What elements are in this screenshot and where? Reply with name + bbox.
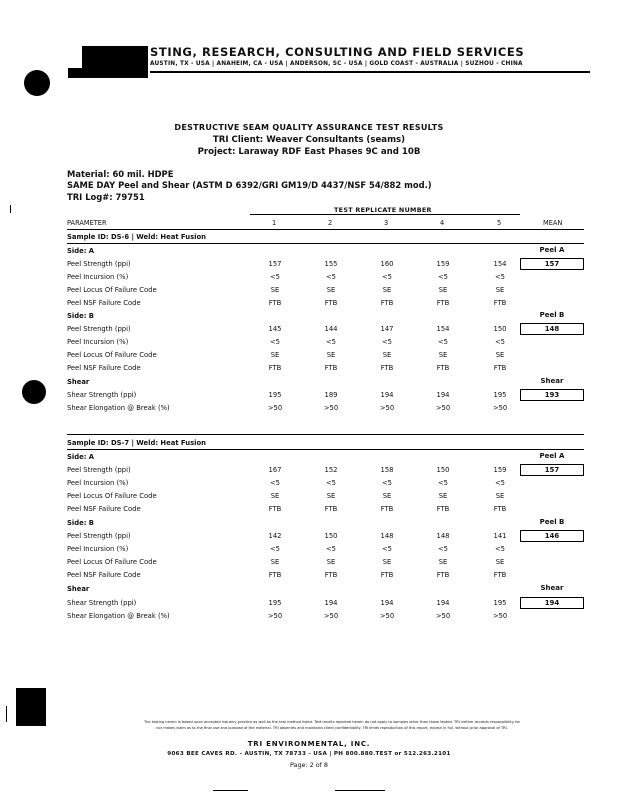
test-method: SAME DAY Peel and Shear (ASTM D 6392/GRI GM19/D 4437/NSF 54/882 mod.): [67, 180, 432, 190]
table-row: Peel NSF Failure Code FTB FTB FTB FTB FTB: [67, 571, 507, 579]
replicate-group-rule: [250, 214, 520, 215]
column-rep-3: 3: [384, 219, 389, 227]
scan-tick: [6, 706, 7, 722]
mean-label: Shear: [540, 377, 564, 385]
mean-label: Peel B: [539, 518, 565, 526]
footer-disclaimer-1: The testing herein is based upon accepted industry practice as well as the test method listed. Test results reported herein do not apply to samples other than those tested. TRI neither accepts responsibility for: [143, 720, 521, 724]
sample-id: Sample ID: DS-6 | Weld: Heat Fusion: [67, 233, 206, 241]
tri-log: TRI Log#: 79751: [67, 192, 145, 202]
side-b-heading: Side: B Peel B: [0, 517, 618, 530]
material: Material: 60 mil. HDPE: [67, 169, 174, 179]
replicate-group-label: TEST REPLICATE NUMBER: [334, 206, 432, 214]
sample-rule: [67, 243, 584, 244]
letterhead-rule: [150, 71, 590, 73]
table-row: Peel Locus Of Failure Code SE SE SE SE SE: [67, 492, 505, 500]
page-number: Page: 2 of 8: [289, 761, 328, 769]
footer-company: TRI ENVIRONMENTAL, INC.: [247, 740, 371, 748]
letterhead-title: STING, RESEARCH, CONSULTING AND FIELD SERVICES: [150, 45, 525, 59]
table-row: Peel Strength (ppi) 167 152 158 150 159 157: [0, 464, 618, 477]
table-row: Peel Incursion (%) <5 <5 <5 <5 <5: [67, 479, 506, 487]
sample-id: Sample ID: DS-7 | Weld: Heat Fusion: [67, 439, 206, 447]
table-row: Shear Elongation @ Break (%) >50 >50 >50 >50 >50: [67, 612, 508, 620]
mean-value-box: 146: [520, 530, 584, 542]
report-title: DESTRUCTIVE SEAM QUALITY ASSURANCE TEST RESULTS: [174, 123, 444, 132]
scan-tick: [10, 205, 11, 213]
footer-disclaimer-2: nor makes claim as to the final use and purpose of the material. TRI observes and maintains client confidentiality. TRI limits reproduction of this report, except in full, without prior approval of TRI.: [156, 726, 508, 730]
sample-divider: [67, 434, 584, 435]
side-a-heading: Side: A Peel A: [0, 451, 618, 464]
mean-value-box: 194: [520, 597, 584, 609]
bottom-mark: [335, 790, 385, 791]
table-row: Peel Locus Of Failure Code SE SE SE SE SE: [67, 286, 505, 294]
table-row: Peel Locus Of Failure Code SE SE SE SE SE: [67, 351, 505, 359]
redacted-logo-block: [82, 46, 148, 68]
column-rep-5: 5: [497, 219, 502, 227]
table-row: Shear Elongation @ Break (%) >50 >50 >50 >50 >50: [67, 404, 508, 412]
shear-heading: Shear Shear: [0, 583, 618, 596]
header-rule: [67, 229, 584, 230]
mean-label: Peel B: [539, 311, 565, 319]
table-row: Peel Strength (ppi) 157 155 160 159 154 157: [0, 258, 618, 271]
table-row: Shear Strength (ppi) 195 189 194 194 195 193: [0, 389, 618, 402]
table-row: Peel NSF Failure Code FTB FTB FTB FTB FTB: [67, 299, 507, 307]
mean-label: Peel A: [539, 452, 565, 460]
mean-value-box: 193: [520, 389, 584, 401]
report-project: Project: Laraway RDF East Phases 9C and 10B: [197, 147, 421, 157]
table-row: Peel Strength (ppi) 145 144 147 154 150 148: [0, 323, 618, 336]
side-a-heading: Side: A Peel A: [0, 245, 618, 258]
shear-heading: Shear Shear: [0, 376, 618, 389]
footer-address: 9063 BEE CAVES RD. - AUSTIN, TX 78733 - USA | PH 800.880.TEST or 512.263.2101: [167, 751, 451, 757]
table-row: Peel Locus Of Failure Code SE SE SE SE SE: [67, 558, 505, 566]
table-row: Peel Strength (ppi) 142 150 148 148 141 146: [0, 530, 618, 543]
redacted-logo-underline: [68, 68, 148, 78]
scan-mark: [16, 688, 46, 726]
mean-label: Shear: [540, 584, 564, 592]
mean-value-box: 157: [520, 464, 584, 476]
report-client: TRI Client: Weaver Consultants (seams): [212, 135, 406, 145]
column-rep-2: 2: [328, 219, 333, 227]
table-row: Peel Incursion (%) <5 <5 <5 <5 <5: [67, 545, 506, 553]
column-rep-4: 4: [440, 219, 445, 227]
mean-label: Peel A: [539, 246, 565, 254]
table-row: Peel NSF Failure Code FTB FTB FTB FTB FTB: [67, 505, 507, 513]
table-row: Shear Strength (ppi) 195 194 194 194 195 194: [0, 597, 618, 610]
column-rep-1: 1: [272, 219, 277, 227]
column-parameter: PARAMETER: [67, 219, 107, 227]
table-row: Peel Incursion (%) <5 <5 <5 <5 <5: [67, 273, 506, 281]
column-mean: MEAN: [543, 219, 563, 227]
letterhead-locations: AUSTIN, TX - USA | ANAHEIM, CA - USA | ANDERSON, SC - USA | GOLD COAST - AUSTRALIA | SUZHOU - CHINA: [150, 61, 523, 67]
bottom-mark: [213, 790, 248, 791]
table-row: Peel NSF Failure Code FTB FTB FTB FTB FTB: [67, 364, 507, 372]
mean-value-box: 157: [520, 258, 584, 270]
table-row: Peel Incursion (%) <5 <5 <5 <5 <5: [67, 338, 506, 346]
mean-value-box: 148: [520, 323, 584, 335]
sample-rule: [67, 449, 584, 450]
punch-hole-top: [24, 70, 50, 96]
side-b-heading: Side: B Peel B: [0, 310, 618, 323]
